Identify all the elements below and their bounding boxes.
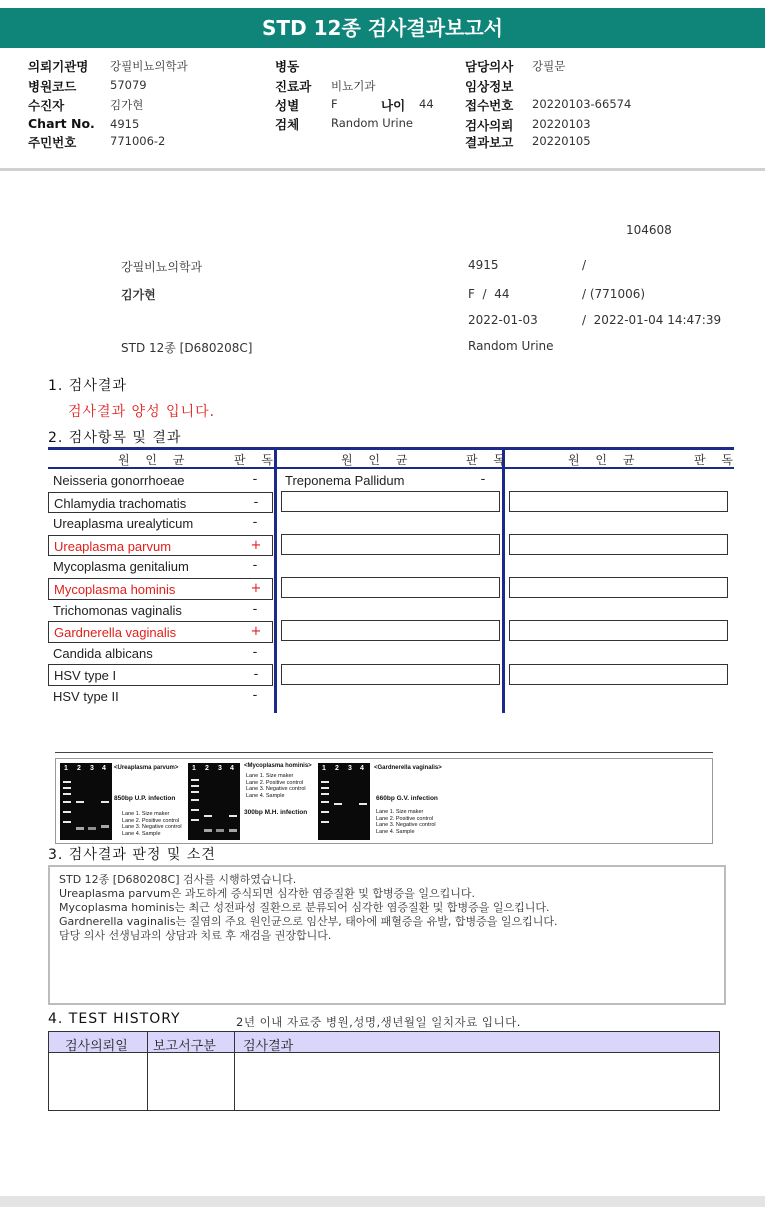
history-table xyxy=(48,1031,720,1111)
organism-name: Gardnerella vaginalis xyxy=(54,625,177,641)
col2-empty-box xyxy=(281,534,500,555)
comment-line: STD 12종 [D680208C] 검사를 시행하였습니다. xyxy=(59,873,297,886)
organism-name: HSV type II xyxy=(53,689,119,704)
receipt-value: 20220103-66574 xyxy=(532,97,632,111)
section4-title: 4. TEST HISTORY xyxy=(48,1011,181,1027)
gel-title-1: <Ureaplasma parvum> xyxy=(114,765,179,771)
col2-empty-box xyxy=(281,664,500,685)
history-col-date: 검사의뢰일 xyxy=(65,1039,128,1054)
patient-value: 김가현 xyxy=(110,98,144,112)
specimen-label: 검체 xyxy=(275,117,300,132)
judgement-value: + xyxy=(250,537,262,553)
col2-empty-box xyxy=(281,491,500,512)
judgement-value: - xyxy=(252,472,258,487)
info-institution: 강필비뇨의학과 xyxy=(121,260,203,274)
result-row xyxy=(48,664,273,686)
lane-number: 3 xyxy=(90,765,94,772)
hospital-code-value: 57079 xyxy=(110,78,147,92)
gel-image-1 xyxy=(60,763,112,840)
gel-title-2: <Mycoplasma hominis> xyxy=(244,763,312,769)
receipt-label: 접수번호 xyxy=(465,98,514,113)
gel-image-panel xyxy=(55,758,713,844)
info-date2: / 2022-01-04 14:47:39 xyxy=(582,313,722,327)
gel-image-2 xyxy=(188,763,240,840)
organism-name: Ureaplasma parvum xyxy=(54,538,172,554)
sex-label: 성별 xyxy=(275,98,300,113)
info-patient: 김가현 xyxy=(121,288,156,302)
organism-name: Mycoplasma hominis xyxy=(54,582,176,597)
history-col-divider xyxy=(234,1032,235,1110)
institution-value: 강필비뇨의학과 xyxy=(110,59,188,73)
result-row xyxy=(48,535,273,557)
result-row xyxy=(48,621,273,643)
organism-name: HSV type I xyxy=(54,668,117,684)
judgement-value: - xyxy=(253,494,259,510)
lane-number: 4 xyxy=(360,765,364,772)
section1-title: 1. 검사결과 xyxy=(48,378,127,394)
col3-judge-header: 판 독 xyxy=(694,453,739,467)
col2-organism-header: 원 인 균 xyxy=(341,453,414,467)
judgement-value: + xyxy=(250,581,262,596)
request-value: 20220103 xyxy=(532,117,591,131)
table-top-border xyxy=(48,447,734,450)
lane-number: 4 xyxy=(102,765,106,772)
specimen-value: Random Urine xyxy=(331,116,413,130)
patient-label: 수진자 xyxy=(28,98,65,113)
col1-judge-header: 판 독 xyxy=(234,453,279,467)
comment-line: Mycoplasma hominis는 최근 성전파성 질환으로 분류되어 심각한 염증질환 및 합병증을 일으킵니다. xyxy=(59,901,550,914)
info-test: STD 12종 [D680208C] xyxy=(121,341,253,355)
comment-line: Ureaplasma parvum은 과도하게 증식되면 심각한 염증질환 및 합병증을 일으킵니다. xyxy=(59,887,475,900)
history-col-divider xyxy=(147,1032,148,1110)
col2-row-name: Treponema Pallidum xyxy=(285,473,405,488)
organism-name: Ureaplasma urealyticum xyxy=(53,516,194,532)
ward-label: 병동 xyxy=(275,59,300,74)
gel-bp-1: 850bp U.P. infection xyxy=(114,795,176,802)
judgement-value: - xyxy=(252,644,258,660)
col3-empty-box xyxy=(509,664,728,685)
section2-title: 2. 검사항목 및 결과 xyxy=(48,430,182,446)
lane-number: 1 xyxy=(192,765,196,772)
result-row xyxy=(48,600,273,622)
col3-empty-box xyxy=(509,491,728,512)
history-col-result: 검사결과 xyxy=(243,1039,294,1054)
result-row xyxy=(48,513,273,535)
col3-empty-box xyxy=(509,620,728,641)
history-col-type: 보고서구분 xyxy=(153,1039,216,1054)
judgement-value: - xyxy=(252,688,258,703)
age-value: 44 xyxy=(419,97,434,111)
institution-label: 의뢰기관명 xyxy=(28,59,89,74)
col3-empty-box xyxy=(509,534,728,555)
judgement-value: - xyxy=(253,667,259,683)
result-date-label: 결과보고 xyxy=(465,135,514,150)
lane-number: 2 xyxy=(335,765,339,772)
gel-title-3: <Gardnerella vaginalis> xyxy=(374,765,442,771)
result-date-value: 20220105 xyxy=(532,134,591,148)
section3-title: 3. 검사결과 판정 및 소견 xyxy=(48,847,216,863)
header-divider xyxy=(0,168,765,171)
report-code: 104608 xyxy=(626,223,672,237)
bottom-bar xyxy=(0,1196,765,1207)
result-row xyxy=(48,470,273,492)
col2-empty-box xyxy=(281,577,500,598)
organism-name: Chlamydia trachomatis xyxy=(54,495,187,511)
history-header-row xyxy=(49,1032,719,1053)
gel-legend-3: Lane 1. Size maker Lane 2. Positive control Lane 3. Negative control Lane 4. Sample xyxy=(376,809,436,835)
dept-value: 비뇨기과 xyxy=(331,79,376,93)
info-chart: 4915 xyxy=(468,258,499,272)
id-label: 주민번호 xyxy=(28,135,77,150)
organism-name: Neisseria gonorrhoeae xyxy=(53,473,185,488)
gel-legend-2: Lane 1. Size maker Lane 2. Positive control Lane 3. Negative control Lane 4. Sample xyxy=(246,773,306,799)
lane-number: 3 xyxy=(218,765,222,772)
clinical-label: 임상정보 xyxy=(465,79,514,94)
id-value: 771006-2 xyxy=(110,134,166,148)
col2-empty-box xyxy=(281,620,500,641)
judgement-value: + xyxy=(250,624,262,640)
info-slash: / xyxy=(582,258,587,272)
request-label: 검사의뢰 xyxy=(465,118,514,133)
gel-bp-3: 660bp G.V. infection xyxy=(376,795,438,802)
table-col-divider-2 xyxy=(502,447,505,713)
history-note: 2년 이내 자료중 병원,성명,생년월일 일치자료 입니다. xyxy=(236,1015,521,1029)
gel-image-3 xyxy=(318,763,370,840)
doctor-value: 강필문 xyxy=(532,59,566,73)
col1-organism-header: 원 인 균 xyxy=(118,453,191,467)
lane-number: 2 xyxy=(77,765,81,772)
col3-organism-header: 원 인 균 xyxy=(568,453,641,467)
result-row xyxy=(48,578,273,600)
judgement-value: - xyxy=(252,558,258,574)
comment-line: 담당 의사 선생님과의 상담과 치료 후 재검을 권장합니다. xyxy=(59,929,332,942)
comment-box xyxy=(48,865,726,1005)
hospital-code-label: 병원코드 xyxy=(28,79,77,94)
organism-name: Candida albicans xyxy=(53,645,153,661)
judgement-value: - xyxy=(252,515,258,531)
doctor-label: 담당의사 xyxy=(465,59,514,74)
result-row xyxy=(48,556,273,578)
organism-name: Mycoplasma genitalium xyxy=(53,559,189,575)
result-row xyxy=(48,643,273,665)
gel-bp-2: 300bp M.H. infection xyxy=(244,809,308,816)
col3-empty-box xyxy=(509,577,728,598)
organism-name: Trichomonas vaginalis xyxy=(53,602,182,618)
info-specimen: Random Urine xyxy=(468,339,554,353)
table-col-divider-1 xyxy=(274,447,277,713)
info-date1: 2022-01-03 xyxy=(468,313,538,327)
age-label: 나이 xyxy=(381,98,406,113)
gel-top-line xyxy=(55,752,713,753)
col2-judge-header: 판 독 xyxy=(466,453,511,467)
result-row xyxy=(48,492,273,514)
col2-row-result: - xyxy=(480,472,486,487)
judgement-value: - xyxy=(252,601,258,617)
sex-value: F xyxy=(331,97,338,111)
report-title: STD 12종 검사결과보고서 xyxy=(0,8,765,48)
gel-legend-1: Lane 1. Size maker Lane 2. Positive control Lane 3. Negative control Lane 4. Sample xyxy=(122,811,182,837)
dept-label: 진료과 xyxy=(275,79,312,94)
comment-line: Gardnerella vaginalis는 질염의 주요 원인균으로 임산부, 태아에 패혈증을 유발, 합병증을 일으킵니다. xyxy=(59,915,558,928)
lane-number: 4 xyxy=(230,765,234,772)
result-row xyxy=(48,686,273,708)
lane-number: 1 xyxy=(64,765,68,772)
overall-result: 검사결과 양성 입니다. xyxy=(68,404,216,420)
chart-label: Chart No. xyxy=(28,116,95,131)
lane-number: 1 xyxy=(322,765,326,772)
info-birth: / (771006) xyxy=(582,287,646,301)
lane-number: 2 xyxy=(205,765,209,772)
lane-number: 3 xyxy=(348,765,352,772)
chart-value: 4915 xyxy=(110,117,140,131)
info-sex-age: F / 44 xyxy=(468,287,510,301)
